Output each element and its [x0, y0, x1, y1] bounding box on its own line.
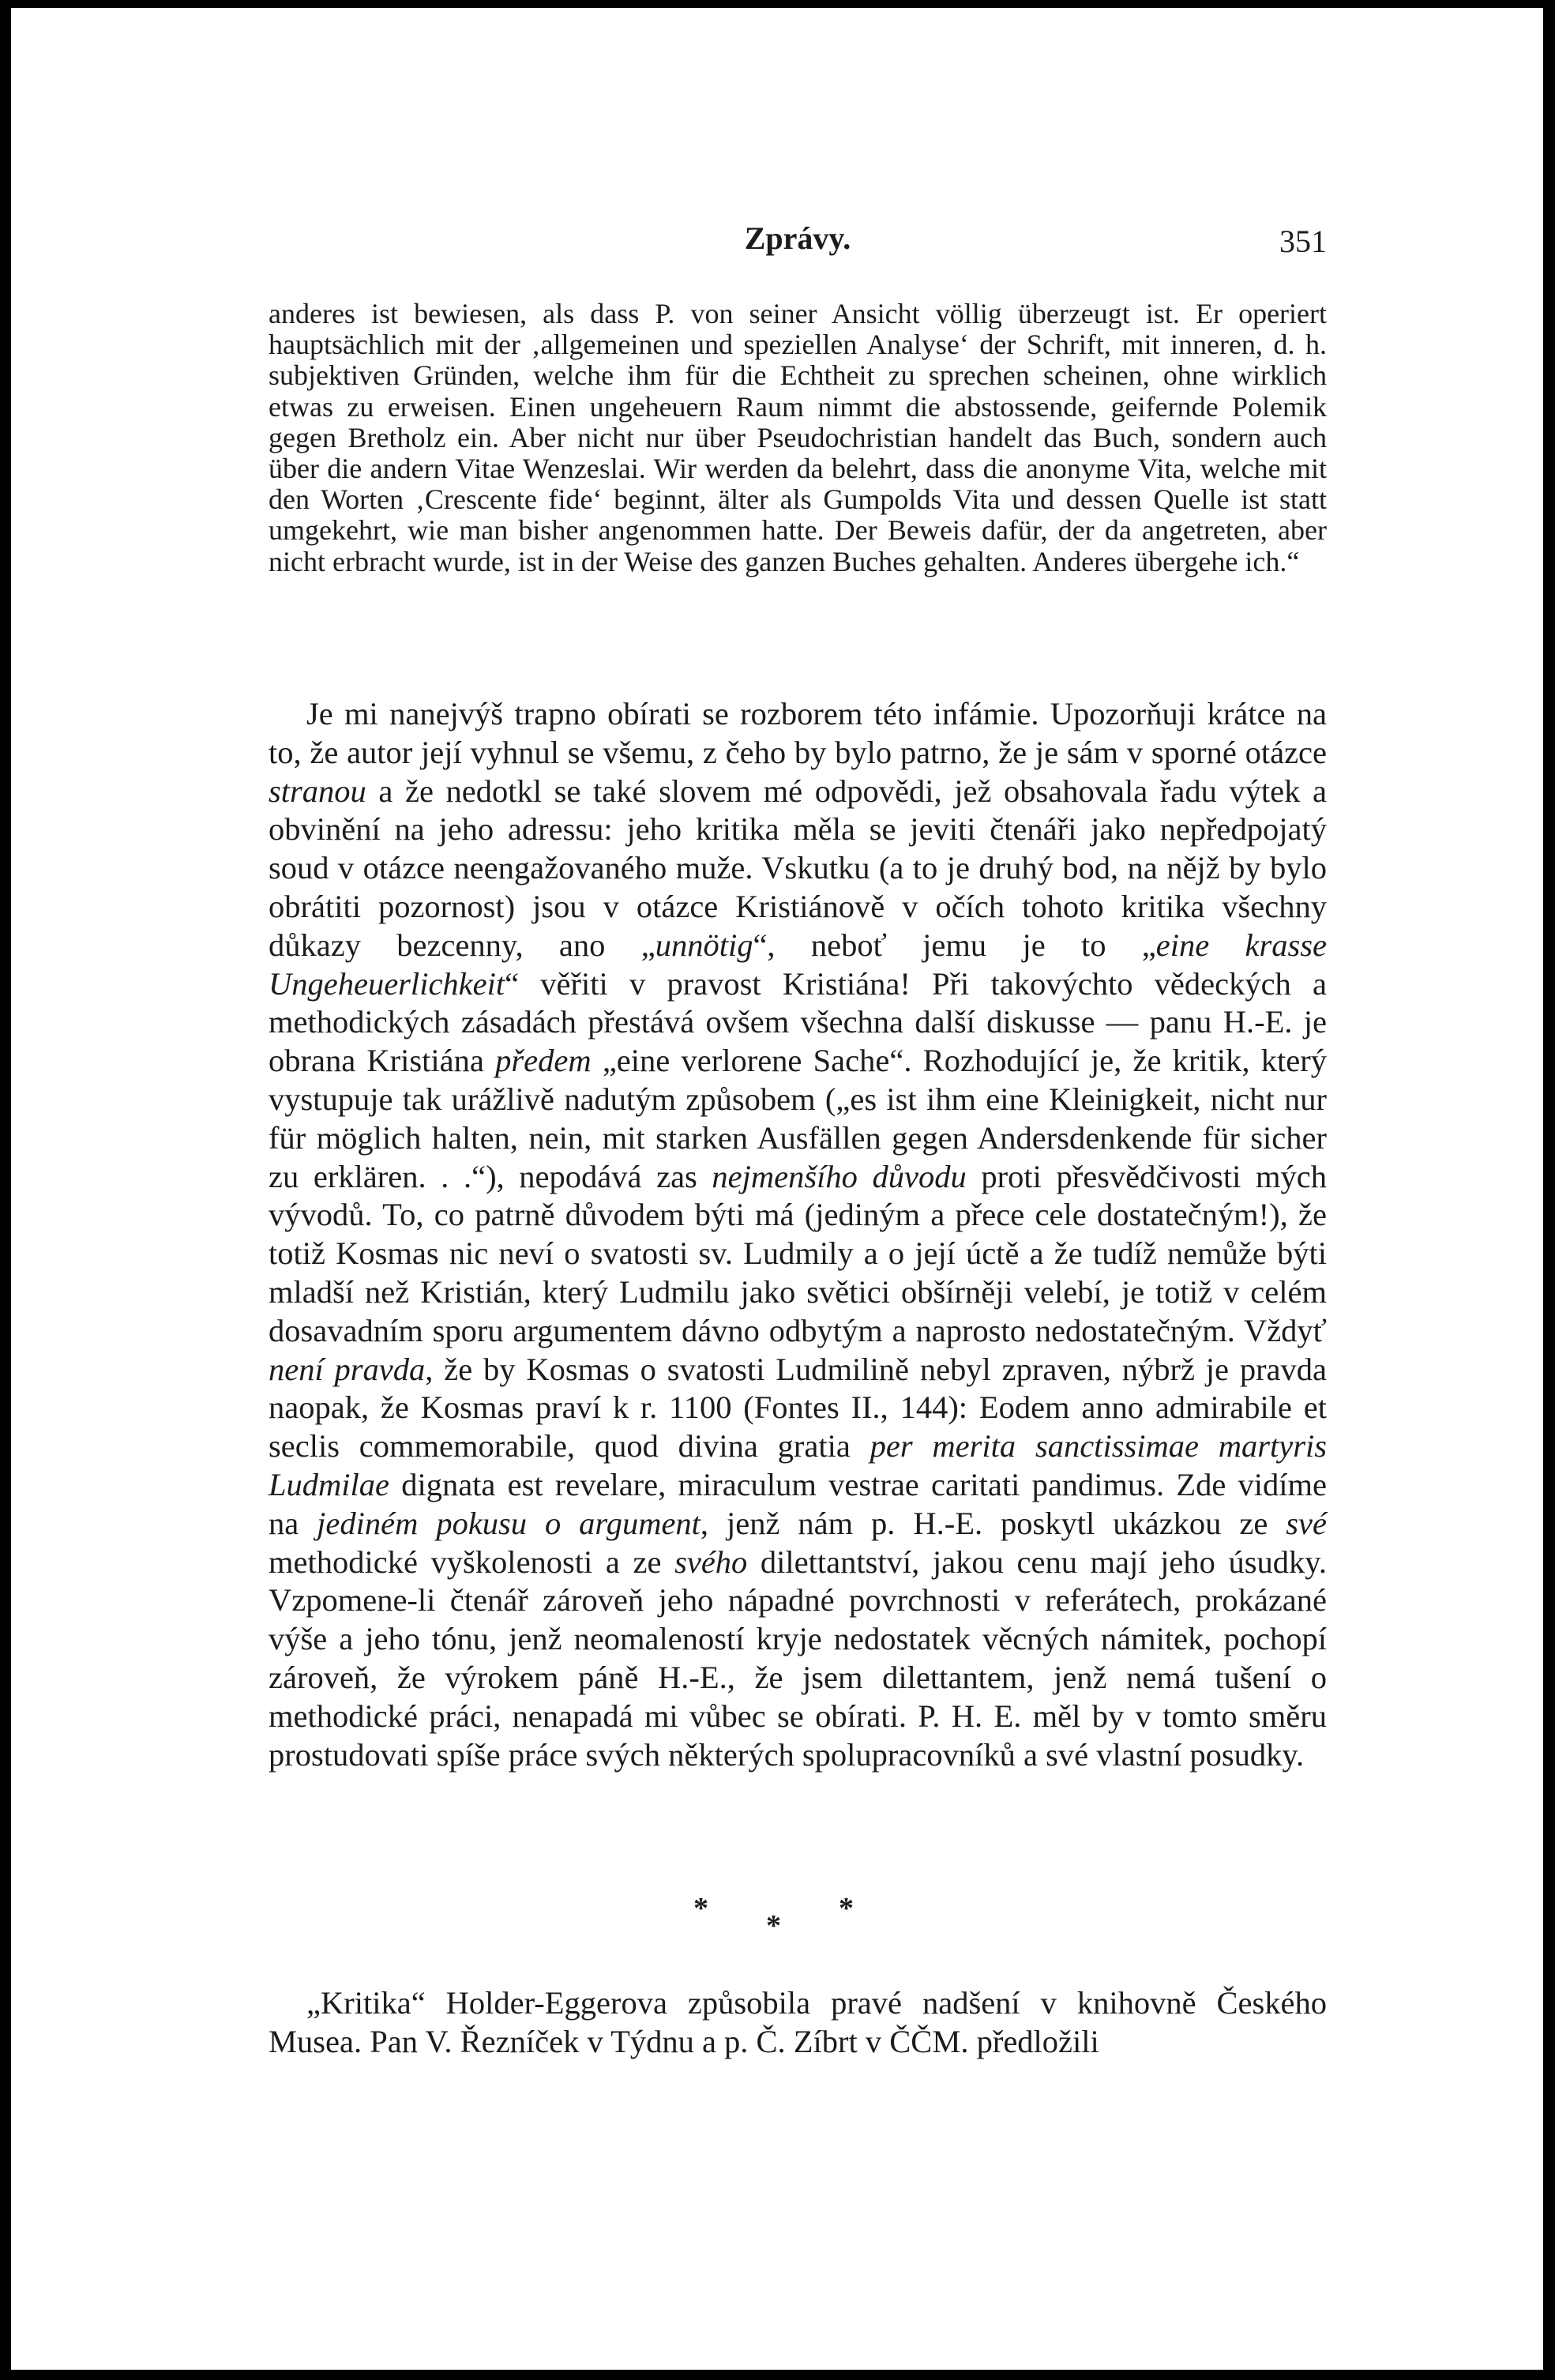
german-quotation [269, 299, 1327, 577]
emphasis-jedinem-pokusu: jediném pokusu o argument [317, 1505, 701, 1541]
text-run: proti přesvědčivosti mých vývodů. To, co patrně důvodem býti má (jediným a přece cele dostatečným!), že totiž Kosmas nic neví o svatosti sv. Ludmily a o její úctě a že tudíž nemůže býti mladší než Kristián, který Ludmilu jako světici obšírněji velebí, je totiž v celém dosavadním sporu argumentem dávno odbytým a naprosto nedostatečným. Vždyť [269, 1158, 1327, 1348]
text-run: dilettantství, jakou cenu mají jeho úsudky. Vzpomene-li čtenář zároveň jeho nápadné povrchnosti v referátech, prokázané výše a jeho tónu, jenž neomaleností kryje nedostatek věcných námitek, pochopí zároveň, že výrokem páně H.-E., že jsem dilettantem, jenž nemá tušení o methodické práci, nenapadá mi vůbec se obírati. P. H. E. měl by v tomto směru prostudovati spíše práce svých některých spolupracovníků a své vlastní posudky. [269, 1543, 1328, 1773]
text-run: “ věřiti v pravost Kristiána! Při takovýchto vědeckých a methodických zásadách přestává ovšem všechna další diskusse — panu H.-E. je obrana Kristiána [269, 965, 1327, 1079]
text-run: , že by Kosmas o svatosti Ludmilině nebyl zpraven, nýbrž je pravda naopak, že Kosmas praví k r. 1100 (Fontes II., 144): Eodem anno admirabile et seclis commemorabile, quod divina gratia [269, 1351, 1328, 1464]
page-number: 351 [1279, 224, 1327, 259]
section-break-asterism [269, 1891, 1327, 1942]
text-run: dignata est revelare, miraculum vestrae caritati pandimus. Zde vidíme na [269, 1466, 1327, 1541]
text-run: , jenž nám p. H.-E. poskytl ukázkou ze [700, 1505, 1286, 1541]
page-sheet [11, 8, 1543, 2370]
emphasis-krasse: eine krasse Ungeheuerlichkeit [269, 927, 1327, 1002]
emphasis-sve: své [1286, 1505, 1327, 1541]
asterisk-middle: * [766, 1909, 781, 1942]
closing-paragraph: „Kritika“ Holder-Eggerova způsobila pravé nadšení v knihovně Českého Musea. Pan V. Řezníček v Týdnu a p. Č. Zíbrt v ČČM. předložili [269, 1985, 1327, 2059]
closing-text [269, 1984, 1327, 2062]
running-head: Zprávy. [744, 220, 851, 256]
emphasis-neni-pravda: není pravda [269, 1351, 426, 1387]
main-text [269, 695, 1327, 1774]
text-run: methodické vyškolenosti a ze [269, 1543, 675, 1580]
emphasis-sveho: svého [674, 1543, 748, 1580]
emphasis-per-merita: per merita sanctissimae martyris Ludmilae [269, 1428, 1327, 1502]
text-run: Je mi nanejvýš trapno obírati se rozborem této infámie. Upozorňuji krátce na to, že autor její vyhnul se všemu, z čeho by bylo patrno, že je sám v sporné otázce [269, 696, 1327, 770]
page-header [269, 220, 1327, 267]
asterisk-right: * [839, 1892, 854, 1925]
emphasis-nejmensiho-duvodu: nejmenšího důvodu [712, 1158, 967, 1194]
emphasis-unnotig: unnötig [655, 927, 753, 963]
body-paragraph [269, 695, 1327, 1774]
text-run: „eine verlorene Sache“. Rozhodující je, že kritik, který vystupuje tak urážlivě nadutým způsobem („es ist ihm eine Kleinigkeit, nicht nur für möglich halten, nein, mit starken Ausfällen gegen Andersdenkende für sicher zu erklären. . .“), nepodává zas [269, 1043, 1327, 1194]
emphasis-predem: předem [495, 1043, 592, 1079]
text-run: a že nedotkl se také slovem mé odpovědi, jež obsahovala řadu výtek a obvinění na jeho adressu: jeho kritika měla se jeviti čtenáři jako nepředpojatý soud v otázce neengažovaného muže. Vskutku (a to je druhý bod, na nějž by bylo obrátiti pozornost) jsou v otázce Kristiánově v očích tohoto kritika všechny důkazy bezcenny, ano „ [269, 773, 1327, 963]
emphasis-stranou: stranou [269, 773, 366, 809]
quotation-paragraph: anderes ist bewiesen, als dass P. von seiner Ansicht völlig überzeugt ist. Er operiert hauptsächlich mit der ‚allgemeinen und speziellen Analyse‘ der Schrift, mit inneren, d. h. subjektiven Gründen, welche ihm für die Echtheit zu sprechen scheinen, ohne wirklich etwas zu erweisen. Einen ungeheuern Raum nimmt die abstossende, geifernde Polemik gegen Bretholz ein. Aber nicht nur über Pseudochristian handelt das Buch, sondern auch über die andern Vitae Wenzeslai. Wir werden da belehrt, dass die anonyme Vita, welche mit den Worten ‚Crescente fide‘ beginnt, älter als Gumpolds Vita und dessen Quelle ist statt umgekehrt, wie man bisher angenommen hatte. Der Beweis dafür, der da angetreten, aber nicht erbracht wurde, ist in der Weise des ganzen Buches gehalten. Anderes übergehe ich.“ [269, 298, 1327, 577]
text-run: “, neboť jemu je to „ [753, 927, 1156, 963]
asterisk-left: * [693, 1892, 708, 1925]
